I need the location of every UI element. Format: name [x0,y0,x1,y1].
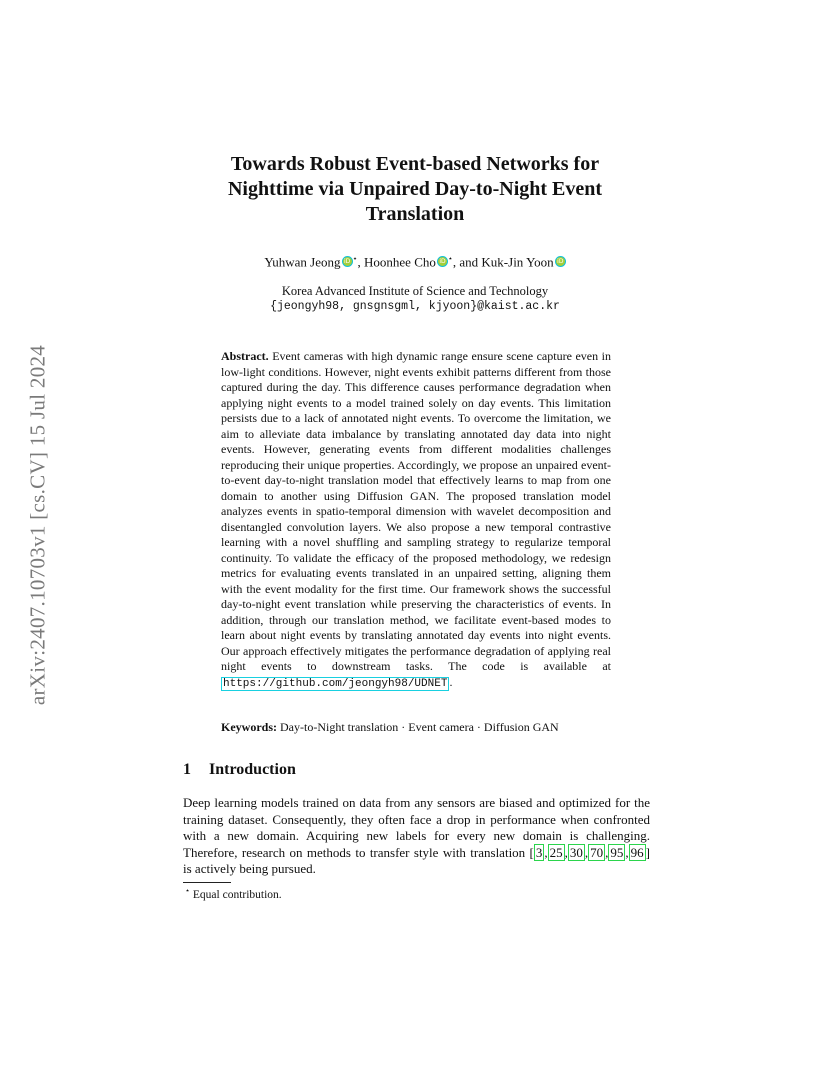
keywords-label: Keywords: [221,720,277,734]
author-name: Hoonhee Cho [364,254,436,270]
author-name: Kuk-Jin Yoon [481,254,554,270]
citation-link[interactable]: 30 [569,844,583,860]
footnote-text: Equal contribution. [192,888,282,901]
intro-tail: is actively being pursued. [183,861,316,877]
paper-title [170,152,660,227]
abstract: Abstract. Event cameras with high dynamic range ensure scene capture even in low-light conditions. However, night events exhibit patterns different from those captured during the day. This difference causes performance degradation when applying night events to a model trained solely on day events. This limitation persists due to a lack of annotated night events. To overcome the limitation, we aim to alleviate data imbalance by translating annotated day data into night events. However, generating events from different modalities challenges reproducing their unique properties. Accordingly, we propose an unpaired event-to-event day-to-night translation model that effectively learns to map from one domain to another using Diffusion GAN. The proposed translation model analyzes events in spatio-temporal dimension with wavelet decomposition and disentangled convolution layers. We also propose a new temporal contrastive learning with a novel shuffling and sampling strategy to regularize temporal continuity. To validate the efficacy of the proposed methodology, we redesign metrics for evaluating events translated in an unpaired setting, aligning them with the event modality for the first time. Our framework shows the successful day-to-night event translation while preserving the characteristics of events. In addition, through our translation method, we facilitate event-based modes to learn about night events by translating annotated day events into night events. Our approach effectively mitigates the performance degradation of applying real night events to downstream tasks. The code is available at https://github.com/jeongyh98/UDNET . [221,349,611,690]
orcid-icon[interactable]: iD [555,256,566,267]
equal-contribution-mark: ⋆ [447,254,453,263]
author-separator: , and [452,254,482,270]
citation-link[interactable]: 95 [610,844,624,860]
orcid-icon[interactable]: iD [437,256,448,267]
footnote-mark: ⋆ [185,886,191,895]
author-separator: , [357,254,365,270]
author-emails: {jeongyh98, gnsgnsgml, kjyoon}@kaist.ac.kr [270,300,560,313]
section-heading [183,761,296,779]
arxiv-identifier: arXiv:2407.10703v1 [cs.CV] 15 Jul 2024 [25,344,50,706]
affiliation: Korea Advanced Institute of Science and Technology [281,284,549,298]
citation-link[interactable]: 3 [535,844,543,860]
section-title: Introduction [209,761,296,778]
affiliation-block [170,283,660,315]
citation-link[interactable]: 70 [590,844,604,860]
keywords-text: Day-to-Night translation · Event camera · Diffusion GAN [280,720,559,734]
code-repository-link[interactable]: https://github.com/jeongyh98/UDNET [223,677,448,690]
intro-paragraph: Deep learning models trained on data from any sensors are biased and optimized for the training dataset. Consequently, they often face a drop in performance when confronted with a new domain. Acquiring new labels for every new domain is challenging. Therefore, research on methods to transfer style with translation [ 3 , 25 , 30 , 70 , 95 , 96 ] is actively being pursued. [183,795,650,877]
title-line: Towards Robust Event-based Networks for [230,153,600,175]
citation-link[interactable]: 25 [549,844,563,860]
author-list [170,254,660,270]
orcid-icon[interactable]: iD [342,256,353,267]
abstract-label: Abstract. [221,349,269,363]
section-number: 1 [183,761,191,778]
author-name: Yuhwan Jeong [264,254,341,270]
title-line: Nighttime via Unpaired Day-to-Night Event [227,178,603,200]
keywords [221,720,631,735]
abstract-text: Event cameras with high dynamic range ensure scene capture even in low-light conditions. However, night events exhibit patterns different from those captured during the day. This difference causes performance degradation when applying night events to a model trained solely on day events. This limitation persists due to a lack of annotated night events. To overcome the limitation, we aim to alleviate data imbalance by translating annotated day data into night events. However, generating events from different modalities challenges reproducing their unique properties. Accordingly, we propose an unpaired event-to-event day-to-night translation model that effectively learns to map from one domain to another using Diffusion GAN. The proposed translation model analyzes events in spatio-temporal dimension with wavelet decomposition and disentangled convolution layers. We also propose a new temporal contrastive learning with a novel shuffling and sampling strategy to regularize temporal continuity. To validate the efficacy of the proposed methodology, we redesign metrics for evaluating events translated in an unpaired setting, aligning them with the event modality for the first time. Our framework shows the successful day-to-night event translation while preserving the characteristics of events. In addition, through our translation method, we facilitate event-based modes to learn about night events by translating annotated day events into night events. Our approach effectively mitigates the performance degradation of applying real night events to downstream tasks. The code is available at [221,349,611,673]
footnote-divider [183,882,231,883]
title-line: Translation [365,203,465,225]
citation-link[interactable]: 96 [630,844,644,860]
arxiv-sidebar [18,290,58,760]
equal-contribution-mark: ⋆ [352,254,358,263]
intro-text: Deep learning models trained on data from any sensors are biased and optimized for the training dataset. Consequently, they often face a drop in performance when confronted with a new domain. Acquiring new labels for every new domain is challenging. Therefore, research on methods to transfer style with translation [183,795,650,860]
footnote [185,886,282,901]
